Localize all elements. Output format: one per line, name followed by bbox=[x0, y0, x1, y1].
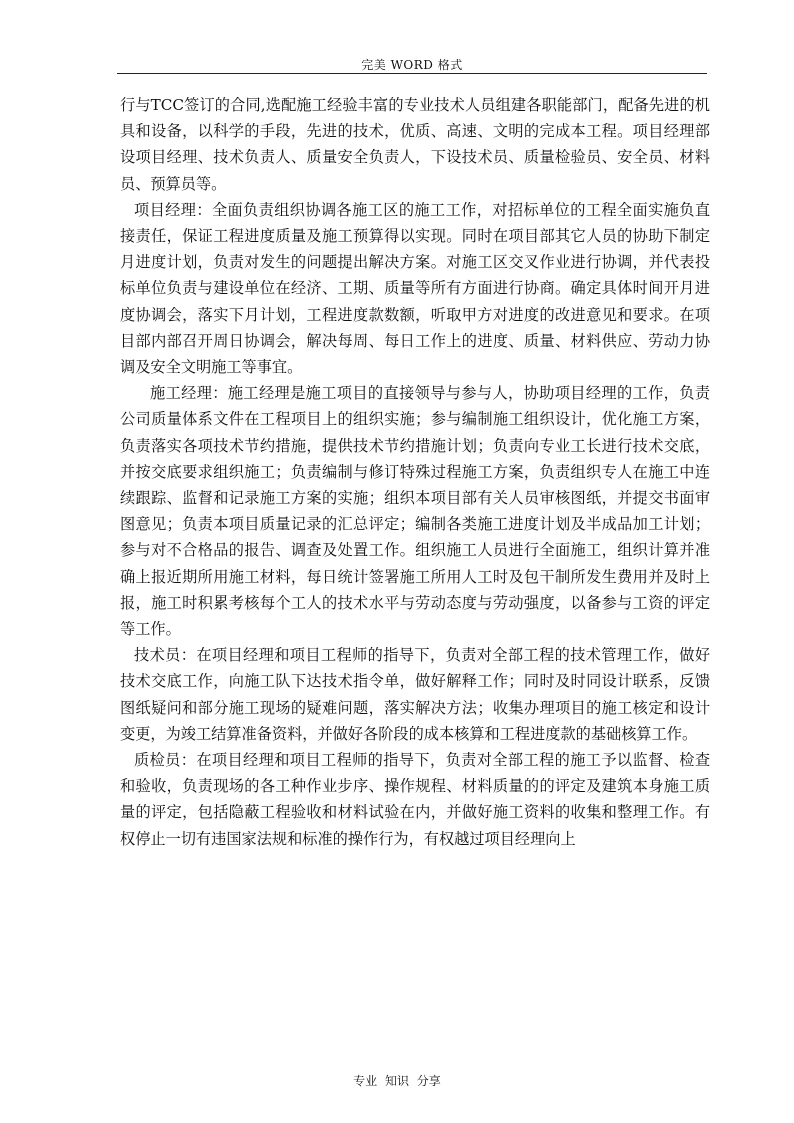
header-divider bbox=[117, 73, 707, 74]
paragraph-technician: 技术员：在项目经理和项目工程师的指导下，负责对全部工程的技术管理工作，做好技术交底工作，向施工队下达技术指令单，做好解释工作；同时及时同设计联系，反馈图纸疑问和部分施工现场的疑难问题，落实解决方法；收集办理项目的施工核定和设计变更，为竣工结算准备资料，并做好各阶段的成本核算和工程进度款的基础核算工作。 bbox=[120, 646, 710, 743]
page-header: 完美 WORD 格式 bbox=[361, 58, 463, 72]
paragraph-project-manager: 项目经理：全面负责组织协调各施工区的施工工作，对招标单位的工程全面实施负直接责任，保证工程进度质量及施工预算得以实现。同时在项目部其它人员的协助下制定月进度计划，负责对发生的问题提出解决方案。对施工区交叉作业进行协调，并代表投标单位负责与建设单位在经济、工期、质量等所有方面进行协商。确定具体时间开月进度协调会，落实下月计划，工程进度款数额，听取甲方对进度的改进意见和要求。在项目部内部召开周日协调会，解决每周、每日工作上的进度、质量、材料供应、劳动力协调及安全文明施工等事宜。 bbox=[120, 200, 710, 377]
document-body bbox=[120, 92, 710, 852]
paragraph-construction-manager: 施工经理：施工经理是施工项目的直接领导与参与人，协助项目经理的工作，负责公司质量体系文件在工程项目上的组织实施；参与编制施工组织设计，优化施工方案，负责落实各项技术节约措施，提供技术节约措施计划；负责向专业工长进行技术交底，并按交底要求组织施工；负责编制与修订特殊过程施工方案，负责组织专人在施工中连续跟踪、监督和记录施工方案的实施；组织本项目部有关人员审核图纸，并提交书面审图意见；负责本项目质量记录的汇总评定；编制各类施工进度计划及半成品加工计划；参与对不合格品的报告、调查及处置工作。组织施工人员进行全面施工，组织计算并准确上报近期所用施工材料，每日统计签署施工所用人工时及包干制所发生费用并及时上报，施工时积累考核每个工人的技术水平与劳动态度与劳动强度，以备参与工资的评定等工作。 bbox=[120, 384, 710, 639]
page-footer: 专业 知识 分享 bbox=[353, 1074, 441, 1088]
paragraph-project-org: 行与TCC签订的合同,选配施工经验丰富的专业技术人员组建各职能部门，配备先进的机具和设备，以科学的手段，先进的技术，优质、高速、文明的完成本工程。项目经理部设项目经理、技术负责人、质量安全负责人，下设技术员、质量检验员、安全员、材料员、预算员等。 bbox=[120, 96, 710, 193]
paragraph-quality-inspector: 质检员：在项目经理和项目工程师的指导下，负责对全部工程的施工予以监督、检查和验收，负责现场的各工种作业步序、操作规程、材料质量的的评定及建筑本身施工质量的评定，包括隐蔽工程验收和材料试验在内，并做好施工资料的收集和整理工作。有权停止一切有违国家法规和标准的操作行为，有权越过项目经理向上 bbox=[120, 751, 710, 848]
